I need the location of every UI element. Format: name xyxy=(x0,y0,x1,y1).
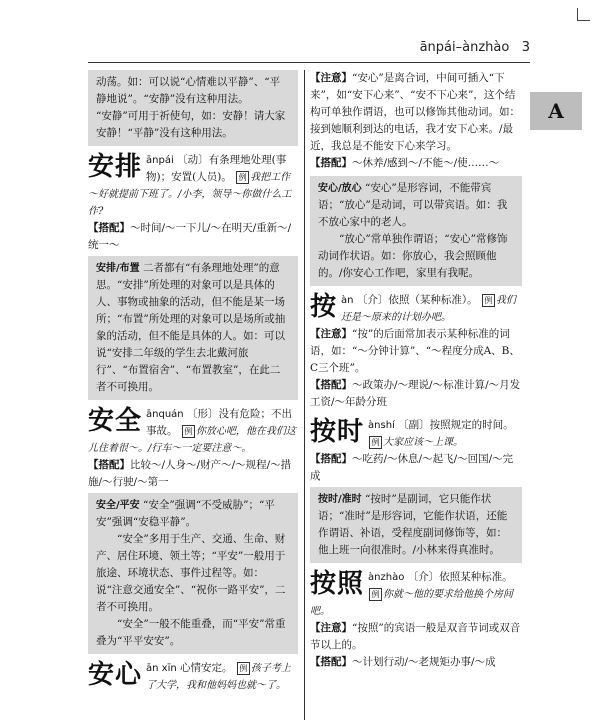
comparison-text: “放心”常单独作谓语；“安心”常修饰动词作状语。如：你放心，我会照顾他的。/你安心工作吧，家里有我呢。 xyxy=(318,233,508,279)
thumb-index-letter: A xyxy=(548,99,564,123)
collocation: 比较～/人身～/财产～/～规程/～措施/～行驶/～第一 xyxy=(88,459,292,488)
example: 我们还是～原来的计划办吧。 xyxy=(341,295,516,323)
pinyin: ànzhào xyxy=(368,572,405,583)
comparison-box-anshi-zhunshi xyxy=(310,487,522,563)
headword: 按时 xyxy=(310,417,365,447)
collocation-tag: 【搭配】 xyxy=(310,656,352,668)
comparison-box-anxin-fangxin xyxy=(310,176,522,286)
comparison-text: 二者都有“有条理地处理”的意思。“安排”所处理的对象可以是具体的人、事物或抽象的活动，但不能是某一场所；“布置”所处理的对象可以是场所或抽象的活动，但不能是具体的人。如：可以说“安排二年级的学生去北戴河旅行”、“布置宿舍”、“布置教室”，在此二者不可换用。 xyxy=(96,262,286,393)
definition: 〔介〕依照（某种标准）。 xyxy=(356,294,478,306)
comparison-text: “安全”强调“不受威胁”；“平安”强调“安稳平静”。 xyxy=(96,499,275,528)
entry-anquan xyxy=(88,406,298,491)
note-tag: 【注意】 xyxy=(310,328,352,340)
note-text: “安心”是离合词，中间可插入“下来”，如“安下心来”、“安不下心来”，这个结构可单独作谓语，也可以修饰其他动词。如：接到她顺利到达的电话，我才安下心来。/最近，我总是不能安下心来学习。 xyxy=(310,72,520,152)
example-badge-icon: 例 xyxy=(237,662,250,675)
right-column xyxy=(310,70,522,673)
pinyin: ànshí xyxy=(368,420,395,431)
comparison-text: “按时”是副词，它只能作状语；“准时”是形容词，它能作状语，还能作谓语、补语，受程度副词修饰等，如：他上班一向很准时。/小林来得真准时。 xyxy=(318,493,508,556)
comparison-text: “安全”多用于生产、交通、生命、财产、居住环境、领土等；“平安”一般用于旅途、环境状态、事件过程等。如：说“注意交通安全”、“祝你一路平安”，二者不可换用。 xyxy=(96,533,286,613)
comparison-text: “安心”是形容词，不能带宾语；“放心”是动词，可以带宾语。如：我不放心家中的老人。 xyxy=(318,182,508,228)
column-divider xyxy=(304,70,305,720)
crop-mark-horizontal xyxy=(578,20,590,21)
note-text: “按”的后面常加表示某种标准的词语，如：“～分钟计算”、“～程度分成A、B、C三个班”。 xyxy=(310,328,520,374)
entry-an xyxy=(310,292,522,411)
example-badge-icon: 例 xyxy=(236,171,249,184)
collocation-tag: 【搭配】 xyxy=(88,222,130,234)
example: 你放心吧，他在我们这儿住着很～。/行车～一定要注意～。 xyxy=(88,426,296,454)
collocation-tag: 【搭配】 xyxy=(310,157,352,169)
collocation-tag: 【搭配】 xyxy=(310,453,352,465)
comparison-title: 按时/准时 xyxy=(318,494,362,505)
example-badge-icon: 例 xyxy=(482,294,495,307)
headword: 按照 xyxy=(310,569,365,599)
comparison-title: 安全/平安 xyxy=(96,500,140,511)
example-badge-icon: 例 xyxy=(369,436,382,449)
comparison-box-anjing xyxy=(88,70,298,146)
comparison-box-anpai-buzhi xyxy=(88,256,298,400)
definition: 心情安定。 xyxy=(180,662,233,674)
example: 你就～他的要求给他换个房间吧。 xyxy=(310,589,514,617)
collocation: ～休养/感到～/不能～/使……～ xyxy=(352,157,500,169)
headword: 安排 xyxy=(88,152,143,182)
example-badge-icon: 例 xyxy=(369,588,382,601)
header-pinyin-range: ānpái–ànzhào xyxy=(419,40,510,55)
example: 孩子考上了大学，我和他妈妈也就～了。 xyxy=(146,663,291,691)
comparison-title: 安心/放心 xyxy=(318,183,362,194)
example: 我把工作～好就提前下班了。/小李，领导～你做什么工作? xyxy=(88,172,292,217)
headword: 安全 xyxy=(88,406,143,436)
entry-anzhao xyxy=(310,569,522,671)
headword: 按 xyxy=(310,292,338,322)
example: 大家应该～上课。 xyxy=(383,437,464,448)
collocation: ～时间/～一下儿/～在明天/重新～/统一～ xyxy=(88,222,292,251)
comparison-text: “安全”一般不能重叠，而“平安”常重叠为“平平安安”。 xyxy=(96,618,286,647)
example-badge-icon: 例 xyxy=(182,425,195,438)
left-column xyxy=(88,70,298,696)
box-text: “安静”可用于祈使句，如：安静！请大家安静！“平静”没有这种用法。 xyxy=(96,110,286,139)
comparison-title: 安排/布置 xyxy=(96,263,140,274)
page-header xyxy=(88,40,530,55)
note-text: “按照”的宾语一般是双音节词或双音节以上的。 xyxy=(310,622,521,651)
headword: 安心 xyxy=(88,660,143,690)
definition: 〔形〕没有危险；不出事故。 xyxy=(146,408,292,437)
pinyin: ānquán xyxy=(146,409,184,420)
collocation: ～政策办/～理说/～标准计算/～月发工资/～年龄分班 xyxy=(310,379,521,408)
page-number: 3 xyxy=(521,40,530,55)
header-rule xyxy=(88,62,530,63)
collocation: ～吃药/～休息/～起飞/～回国/～完成 xyxy=(310,453,514,482)
collocation: ～计划行动/～老规矩办事/～成 xyxy=(352,656,496,668)
definition: 〔副〕按照规定的时间。 xyxy=(398,419,514,431)
entry-anpai xyxy=(88,152,298,254)
pinyin: ān xīn xyxy=(146,663,177,674)
pinyin: àn xyxy=(341,295,354,306)
definition: 〔动〕有条理地处理(事物)；安置(人员)。 xyxy=(146,154,287,183)
crop-mark-vertical xyxy=(577,8,578,21)
comparison-box-anquan-pingan xyxy=(88,493,298,654)
entry-anshi xyxy=(310,417,522,485)
note-tag: 【注意】 xyxy=(310,622,352,634)
collocation-tag: 【搭配】 xyxy=(88,459,130,471)
collocation-tag: 【搭配】 xyxy=(310,379,352,391)
entry-anxin xyxy=(88,660,298,694)
box-text: 动荡。如：可以说“心情难以平静”、“平静地说”。“安静”没有这种用法。 xyxy=(96,76,281,105)
thumb-index-tab xyxy=(530,92,582,130)
note-tag: 【注意】 xyxy=(310,72,352,84)
definition: 〔介〕依照某种标准。 xyxy=(407,571,513,583)
pinyin: ānpái xyxy=(146,155,174,166)
